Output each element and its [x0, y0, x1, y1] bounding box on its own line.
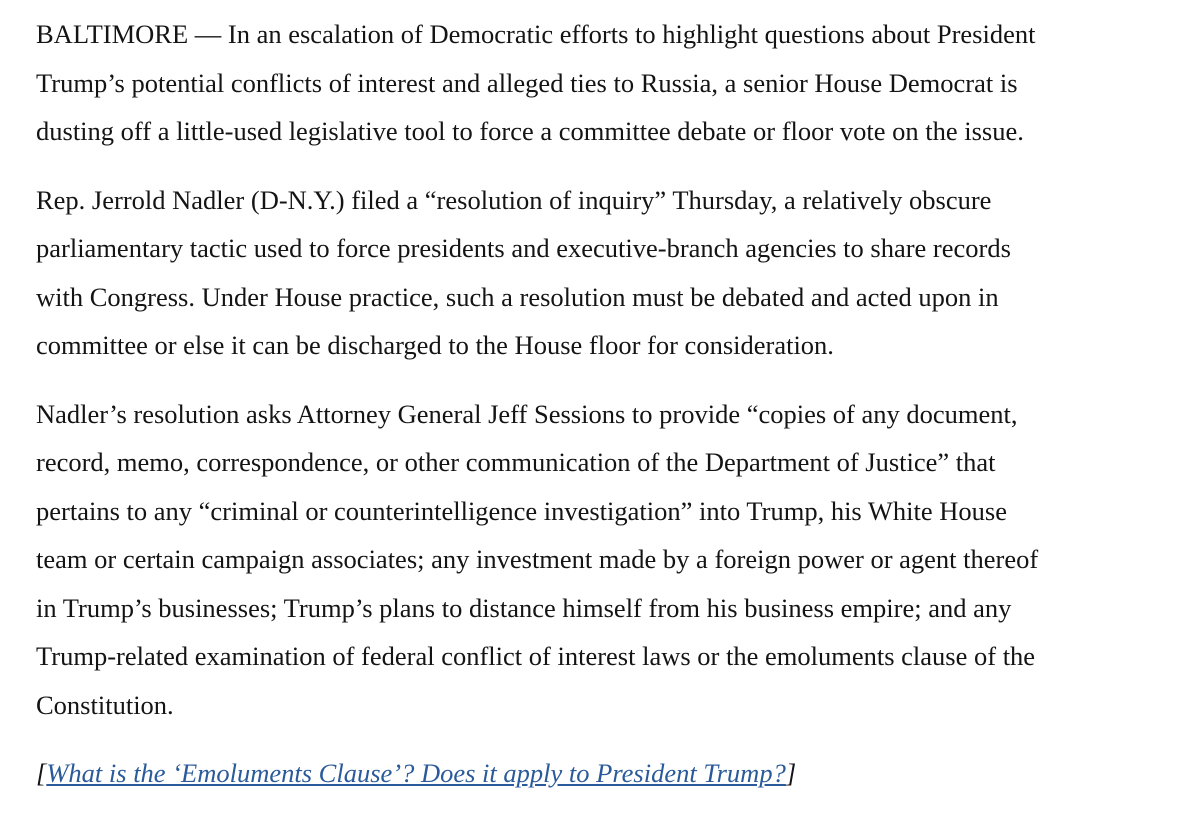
paragraph-1: BALTIMORE — In an escalation of Democratic efforts to highlight questions about President Trump’s potential conflicts of interest and alleged ties to Russia, a senior House Democrat is dusting off a little-used legislative tool to force a committee debate or floor vote on the issue.: [36, 19, 1036, 146]
related-article: [36, 749, 1176, 798]
article-body: [36, 10, 1176, 818]
related-article-link[interactable]: What is the ‘Emoluments Clause’? Does it apply to President Trump?: [46, 758, 786, 788]
paragraph-2: Rep. Jerrold Nadler (D-N.Y.) filed a “resolution of inquiry” Thursday, a relatively obscure parliamentary tactic used to force presidents and executive-branch agencies to share records with Congress. Under House practice, such a resolution must be debated and acted upon in committee or else it can be discharged to the House floor for consideration.: [36, 184, 1011, 360]
open-bracket: [: [36, 758, 47, 788]
paragraph-3: Nadler’s resolution asks Attorney General Jeff Sessions to provide “copies of any document, record, memo, correspondence, or other communication of the Department of Justice” that pertains to any “criminal or counterintelligence investigation” into Trump, his White House team or certain campaign associates; any investment made by a foreign power or agent thereof in Trump’s businesses; Trump’s plans to distance himself from his business empire; and any Trump-related examination of federal conflict of interest laws or the emoluments clause of the Constitution.: [36, 398, 1039, 720]
close-bracket: ]: [785, 758, 797, 788]
